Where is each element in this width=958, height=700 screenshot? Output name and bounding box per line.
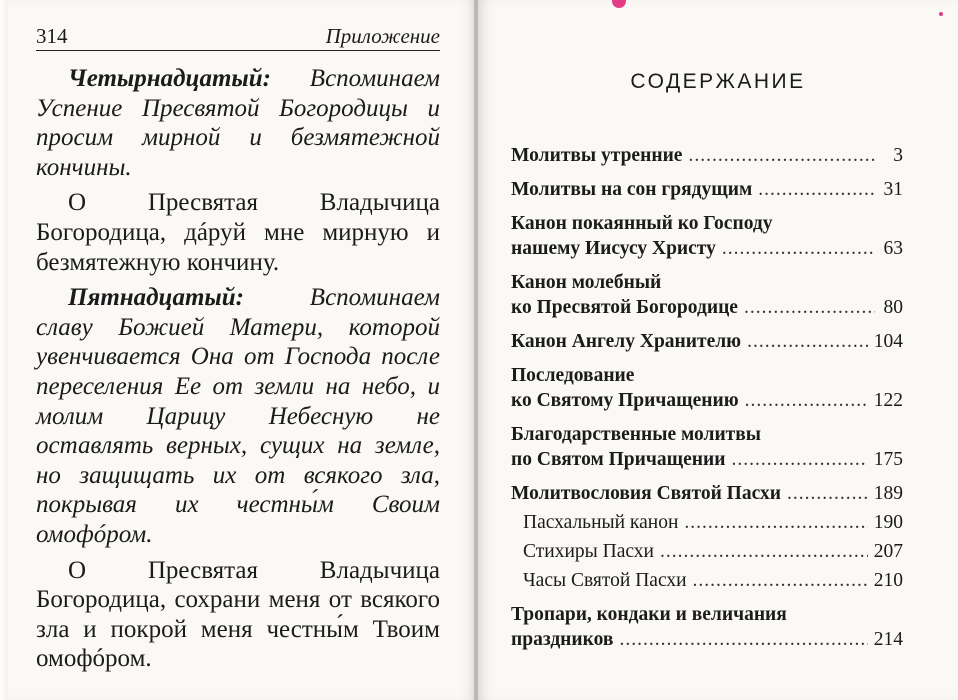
left-page bbox=[0, 0, 474, 700]
toc-entry[interactable] bbox=[511, 177, 903, 202]
toc-entry-title: Благодарственные молитвы bbox=[511, 424, 762, 445]
toc-entry-title: Молитвы утренние bbox=[511, 145, 683, 166]
toc-page-number: 3 bbox=[893, 145, 903, 166]
toc-page-number: 190 bbox=[873, 512, 903, 533]
toc-page-number: 175 bbox=[873, 449, 903, 470]
leader-dots bbox=[731, 447, 867, 472]
contents-heading: СОДЕРЖАНИЕ bbox=[630, 70, 806, 93]
toc-entry-title-cont: ко Пресвятой Богородице bbox=[511, 297, 738, 318]
toc-subentry[interactable] bbox=[511, 510, 903, 535]
leader-dots bbox=[684, 510, 867, 535]
toc-entry-title: Часы Святой Пасхи bbox=[523, 570, 687, 591]
toc-page-number: 210 bbox=[873, 570, 903, 591]
toc-page-number: 63 bbox=[883, 238, 903, 259]
toc-entry-title: Пасхальный канон bbox=[523, 512, 679, 533]
paragraph-lead: Пятнадцатый: bbox=[68, 284, 244, 312]
toc-entry-title-cont: праздников bbox=[511, 629, 614, 650]
paragraph-fourteenth bbox=[36, 64, 440, 182]
leader-dots bbox=[619, 627, 867, 652]
paragraph-text: Вспоминаем Успение Пресвятой Богородицы и просим мирной и безмятежной кончины. bbox=[36, 65, 440, 181]
toc-entry-title: Тропари, кондаки и величания bbox=[511, 604, 787, 625]
toc-entry[interactable] bbox=[511, 363, 903, 413]
toc-page-number: 104 bbox=[873, 331, 903, 352]
toc-entry[interactable] bbox=[511, 422, 903, 472]
toc-entry-title: Канон Ангелу Хранителю bbox=[511, 331, 742, 352]
toc-entry[interactable] bbox=[511, 481, 903, 506]
pink-mark bbox=[612, 0, 626, 8]
paragraph-fifteenth bbox=[36, 283, 440, 549]
leader-dots bbox=[688, 143, 875, 168]
toc-entry-title: Стихиры Пасхи bbox=[523, 541, 654, 562]
toc-entry-title: Канон покаянный ко Господу bbox=[511, 213, 773, 234]
pink-dot bbox=[939, 12, 943, 16]
toc-entry[interactable] bbox=[511, 329, 903, 354]
paragraph-text: О Пресвятая Владычица Богородица, сохрани меня от всякого зла и покрой меня честны́м Твоим омофóром. bbox=[36, 556, 440, 673]
table-of-contents bbox=[511, 143, 903, 661]
toc-page-number: 189 bbox=[873, 483, 903, 504]
toc-page-number: 214 bbox=[873, 629, 903, 650]
page-number: 314 bbox=[36, 24, 68, 48]
toc-entry[interactable] bbox=[511, 270, 903, 320]
paragraph-text: О Пресвятая Владычица Богородица, дáруй мне мирную и безмятежную кончину. bbox=[36, 189, 440, 276]
toc-entry-title-cont: по Святом Причащении bbox=[511, 449, 726, 470]
toc-page-number: 31 bbox=[883, 179, 903, 200]
toc-entry-title-cont: ко Святому Причащению bbox=[511, 390, 739, 411]
leader-dots bbox=[747, 329, 868, 354]
leader-dots bbox=[722, 236, 875, 261]
paragraph-lead: Четырнадцатый: bbox=[68, 65, 271, 92]
toc-entry[interactable] bbox=[511, 602, 903, 652]
leader-dots bbox=[693, 568, 868, 593]
paragraph-invocation bbox=[36, 188, 440, 277]
paragraph-invocation bbox=[36, 556, 440, 674]
toc-entry-title: Молитвы на сон грядущим bbox=[511, 179, 753, 200]
toc-entry[interactable] bbox=[511, 211, 903, 261]
prayer-text bbox=[36, 64, 440, 680]
leader-dots bbox=[758, 177, 875, 202]
toc-page-number: 80 bbox=[883, 297, 903, 318]
toc-subentry[interactable] bbox=[511, 568, 903, 593]
leader-dots bbox=[660, 539, 868, 564]
paragraph-text: Вспоминаем славу Божией Матери, которой увенчивается Она от Господа после переселения Ее от земли на небо, и молим Царицу Небесную не оставлять верных, сущих на земле, но защищать их от всякого зла, покрывая их честны́м Своим омофóром. bbox=[36, 284, 440, 548]
toc-entry-title: Канон молебный bbox=[511, 272, 662, 293]
toc-subentry[interactable] bbox=[511, 539, 903, 564]
toc-page-number: 122 bbox=[873, 390, 903, 411]
leader-dots bbox=[745, 388, 868, 413]
toc-entry[interactable] bbox=[511, 143, 903, 168]
leader-dots bbox=[787, 481, 868, 506]
running-title: Приложение bbox=[325, 24, 440, 48]
toc-entry-title: Молитвословия Святой Пасхи bbox=[511, 483, 781, 504]
running-header bbox=[36, 22, 440, 51]
toc-entry-title-cont: нашему Иисусу Христу bbox=[511, 238, 716, 259]
toc-entry-title: Последование bbox=[511, 365, 635, 386]
page-edge bbox=[0, 0, 8, 700]
toc-page-number: 207 bbox=[873, 541, 903, 562]
leader-dots bbox=[744, 295, 875, 320]
